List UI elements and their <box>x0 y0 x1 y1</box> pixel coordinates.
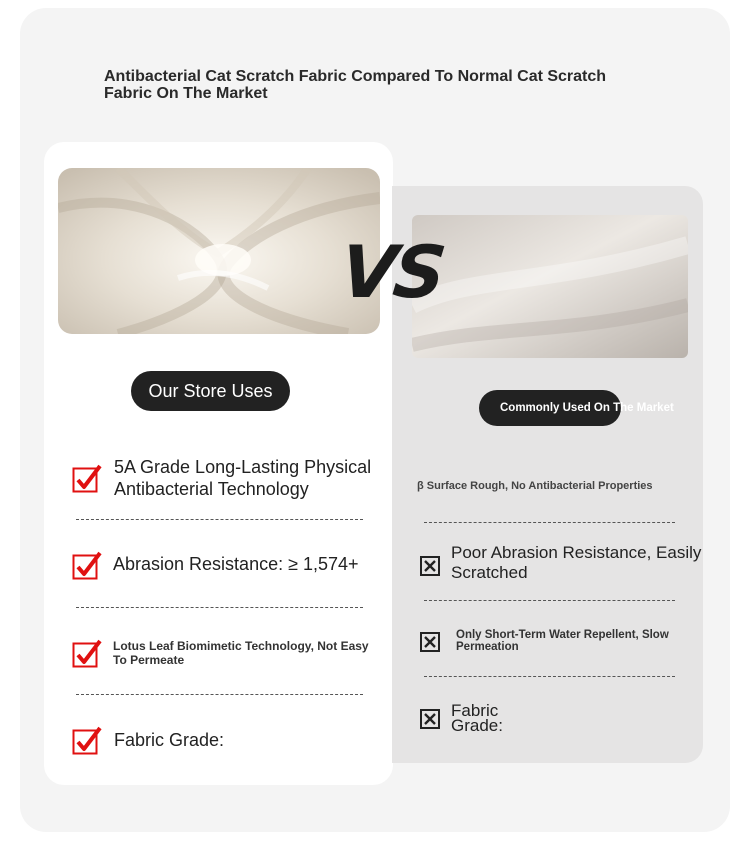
divider <box>76 519 363 520</box>
red-checkbox-icon <box>72 725 102 755</box>
market-intro-text: β Surface Rough, No Antibacterial Properties <box>417 480 653 492</box>
page-title: Antibacterial Cat Scratch Fabric Compared To Normal Cat Scratch Fabric On The Market <box>104 68 607 102</box>
feature-antibacterial: 5A Grade Long-Lasting Physical Antibacterial Technology <box>114 457 372 499</box>
antibacterial-fabric-image <box>58 168 380 334</box>
our-store-uses-pill: Our Store Uses <box>131 371 290 411</box>
market-water-repellent: Only Short-Term Water Repellent, Slow Permeation <box>456 629 669 653</box>
divider <box>424 676 675 677</box>
feature-fabric-grade: Fabric Grade: <box>114 730 225 750</box>
x-box-icon <box>420 709 440 729</box>
red-checkbox-icon <box>72 550 102 580</box>
market-used-pill: Commonly Used On The Market <box>479 390 621 426</box>
x-box-icon <box>420 556 440 576</box>
red-checkbox-icon <box>72 638 102 668</box>
feature-lotus-leaf: Lotus Leaf Biomimetic Technology, Not Easy To Permeate <box>113 639 369 667</box>
x-box-icon <box>420 632 440 652</box>
divider <box>424 600 675 601</box>
market-fabric-image <box>412 215 688 358</box>
market-fabric-grade: Fabric Grade: <box>451 701 503 735</box>
divider <box>76 607 363 608</box>
divider <box>424 522 675 523</box>
divider <box>76 694 363 695</box>
red-checkbox-icon <box>72 463 102 493</box>
market-poor-abrasion: Poor Abrasion Resistance, Easily Scratched <box>451 543 702 582</box>
vs-label: VS <box>336 230 447 314</box>
feature-abrasion: Abrasion Resistance: ≥ 1,574+ <box>113 554 359 574</box>
